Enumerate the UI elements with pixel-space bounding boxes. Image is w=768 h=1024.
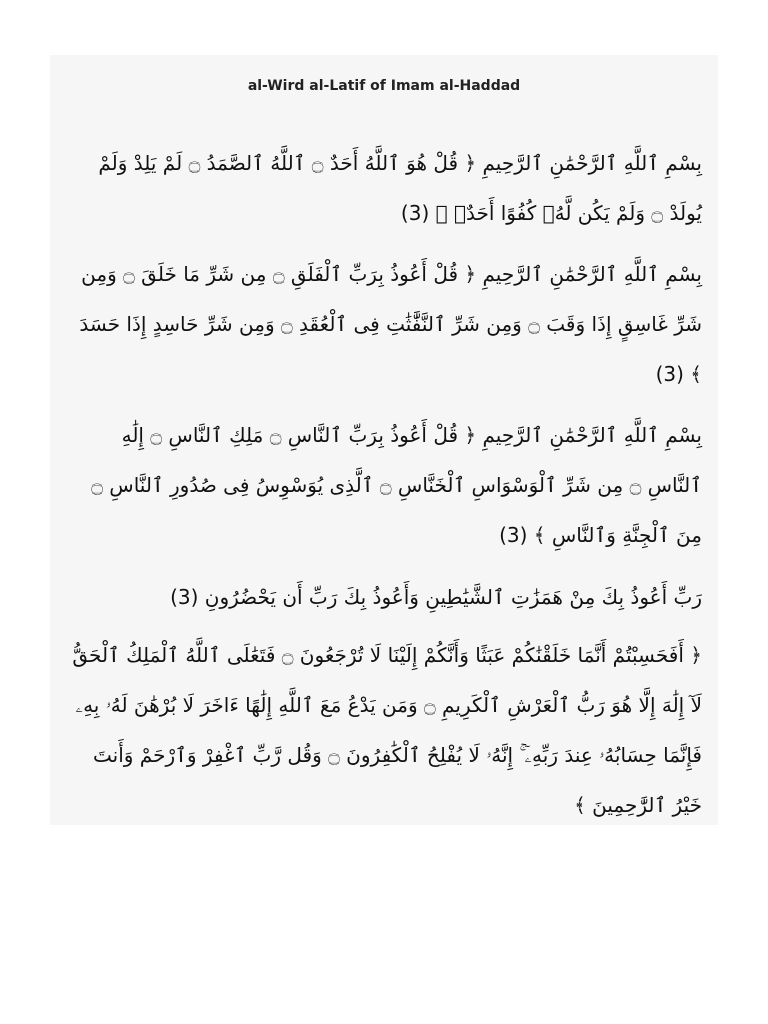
paragraph-dua-refuge: رَبِّ أَعُوذُ بِكَ مِنْ هَمَزَٰتِ ٱلشَّيَٰطِينِ وَأَعُوذُ بِكَ رَبِّ أَن يَحْضُرُونِ (3) bbox=[170, 585, 702, 609]
paragraph-surah-falaq: بِسْمِ ٱللَّهِ ٱلرَّحْمَٰنِ ٱلرَّحِيمِ ﴿ قُلْ أَعُوذُ بِرَبِّ ٱلْفَلَقِ ۝ مِن شَرِّ مَا خَلَقَ ۝ وَمِن شَرِّ غَاسِقٍ إِذَا وَقَبَ ۝ وَمِن شَرِّ ٱلنَّفَّٰثَٰتِ فِى ٱلْعُقَدِ ۝ وَمِن شَرِّ حَاسِدٍ إِذَا حَسَدَ ﴾ (3) bbox=[79, 262, 702, 386]
paragraph-surah-ikhlas: بِسْمِ ٱللَّهِ ٱلرَّحْمَٰنِ ٱلرَّحِيمِ ﴿ قُلْ هُوَ ٱللَّهُ أَحَدٌ ۝ ٱللَّهُ ٱلصَّمَدُ ۝ لَمْ يَلِدْ وَلَمْ يُولَدْ ۝ وَلَمْ يَكُن لَّهُۥ كُفُوًا أَحَدٌۢ ﴾ (3) bbox=[98, 151, 702, 225]
paragraph-surah-nas: بِسْمِ ٱللَّهِ ٱلرَّحْمَٰنِ ٱلرَّحِيمِ ﴿ قُلْ أَعُوذُ بِرَبِّ ٱلنَّاسِ ۝ مَلِكِ ٱلنَّاسِ ۝ إِلَٰهِ ٱلنَّاسِ ۝ مِن شَرِّ ٱلْوَسْوَاسِ ٱلْخَنَّاسِ ۝ ٱلَّذِى يُوَسْوِسُ فِى صُدُورِ ٱلنَّاسِ ۝ مِنَ ٱلْجِنَّةِ وَٱلنَّاسِ ﴾ (3) bbox=[91, 423, 702, 547]
document-title: al-Wird al-Latif of Imam al-Haddad bbox=[247, 78, 521, 94]
paragraph-muminun-verses: ﴿ أَفَحَسِبْتُمْ أَنَّمَا خَلَقْنَٰكُمْ عَبَثًا وَأَنَّكُمْ إِلَيْنَا لَا تُرْجَعُونَ ۝ فَتَعَٰلَى ٱللَّهُ ٱلْمَلِكُ ٱلْحَقُّ لَآ إِلَٰهَ إِلَّا هُوَ رَبُّ ٱلْعَرْشِ ٱلْكَرِيمِ ۝ وَمَن يَدْعُ مَعَ ٱللَّهِ إِلَٰهًا ءَاخَرَ لَا بُرْهَٰنَ لَهُۥ بِهِۦ فَإِنَّمَا حِسَابُهُۥ عِندَ رَبِّهِۦٓ ۚ إِنَّهُۥ لَا يُفْلِحُ ٱلْكَٰفِرُونَ ۝ وَقُل رَّبِّ ٱغْفِرْ وَٱرْحَمْ وَأَنتَ خَيْرُ ٱلرَّٰحِمِينَ ﴾ bbox=[72, 643, 702, 817]
